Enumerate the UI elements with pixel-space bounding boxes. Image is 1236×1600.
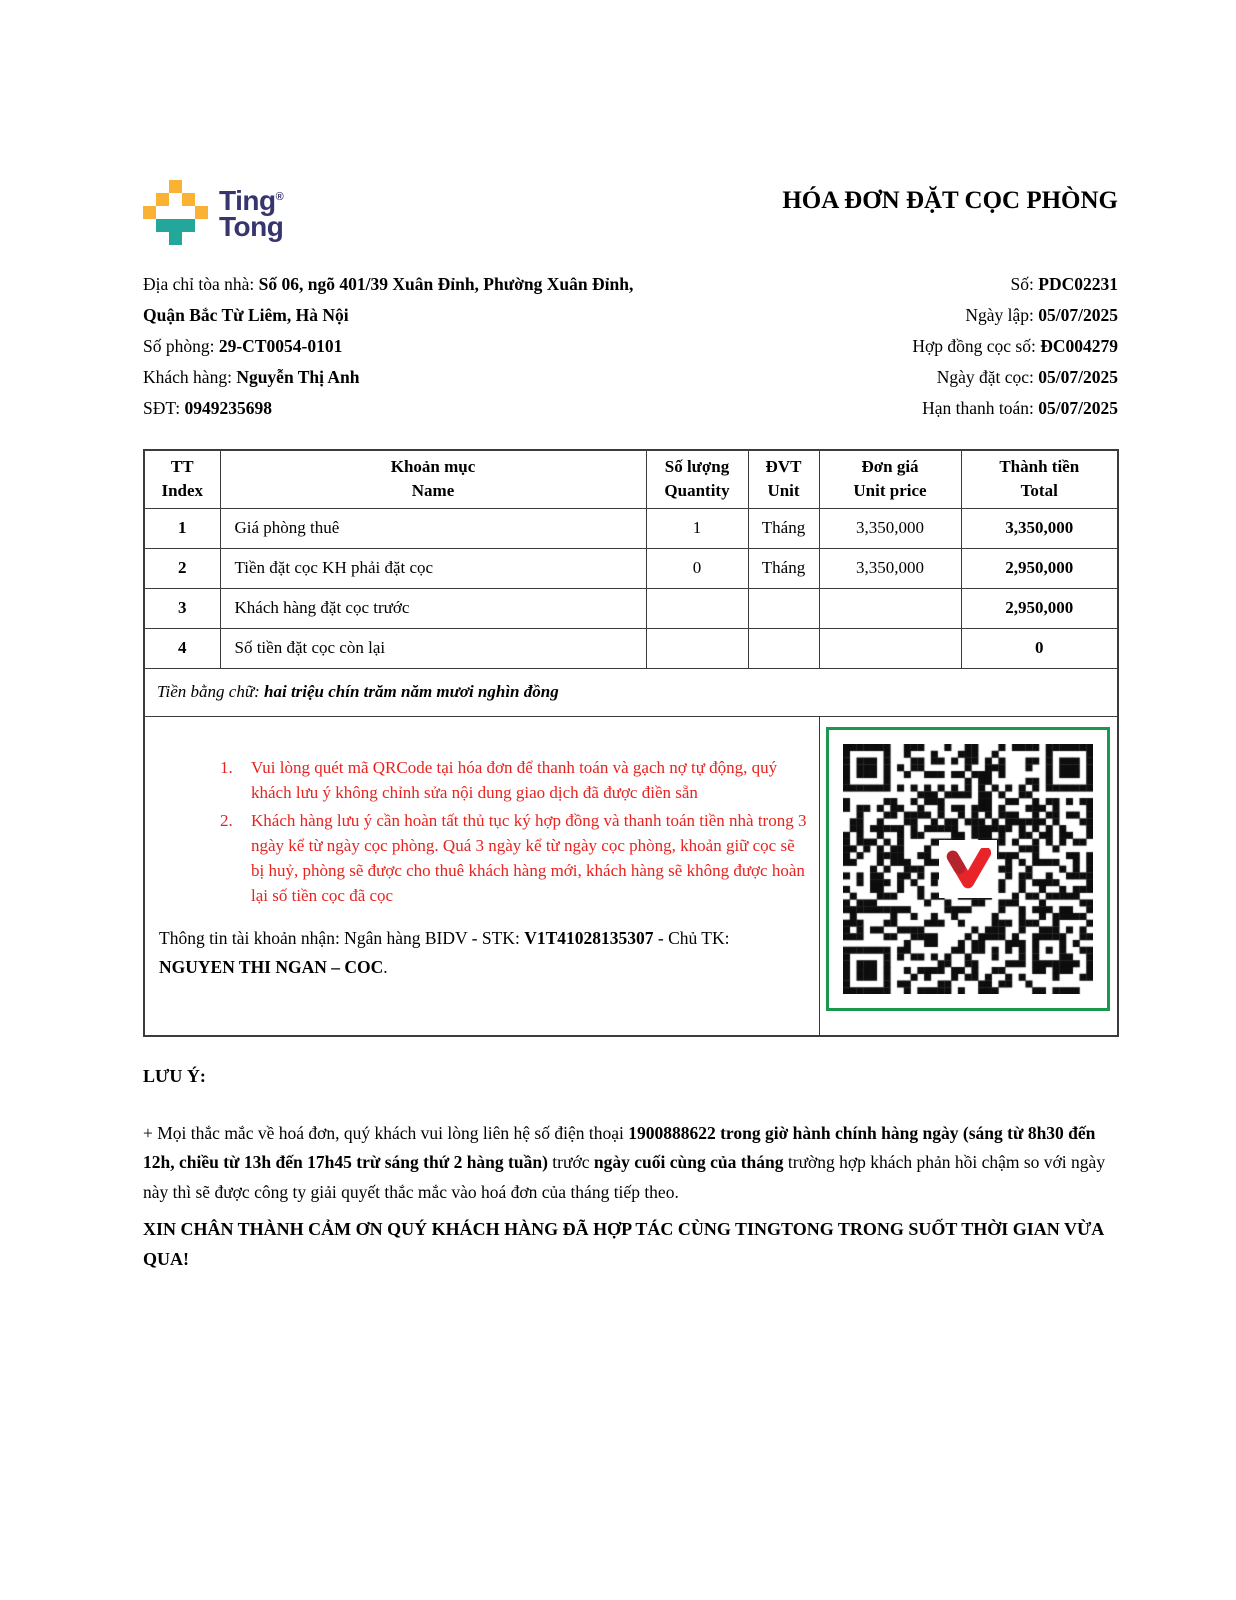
amount-in-words-label: Tiền bằng chữ: (157, 682, 265, 701)
cell-unit-price (819, 628, 961, 668)
building-address-line1 (143, 269, 743, 300)
invoice-items-table (143, 449, 1119, 1037)
room-label: Số phòng: (143, 336, 219, 356)
cell-unit-price: 3,350,000 (819, 508, 961, 548)
deposit-date-line: Ngày đặt cọc: 05/07/2025 (936, 367, 1118, 387)
customer-value: Nguyễn Thị Anh (236, 367, 360, 387)
amount-in-words-row (144, 668, 1118, 716)
room-value: 29-CT0054-0101 (218, 336, 343, 356)
cell-quantity (646, 588, 748, 628)
warning-item: 2. Khách hàng lưu ý cần hoàn tất thủ tục ký hợp đồng và thanh toán tiền nhà trong 3 ngày kể từ ngày cọc phòng. Quá 3 ngày kể từ ngày cọc phòng, khoản giữ cọc sẽ bị huỷ, phòng sẽ được cho thuê khách hàng mới, khách hàng sẽ không được hoàn lại số tiền cọc đã cọc (237, 808, 809, 908)
cell-unit-price (819, 588, 961, 628)
vietqr-v-logo-icon (939, 840, 997, 898)
cell-name: Khách hàng đặt cọc trước (220, 588, 646, 628)
room-number-line (143, 331, 743, 362)
hotline-number: 1900888622 trong giờ hành chính hàng ngày (sáng từ 8h30 đến 12h, chiều từ 13h đến 17h45 trừ sáng thứ 2 hàng tuần) (143, 1122, 1096, 1172)
cell-index: 1 (144, 508, 220, 548)
phone-label: SĐT: (143, 398, 185, 418)
cell-total: 2,950,000 (961, 588, 1118, 628)
logo-word-ting: Ting (219, 185, 276, 216)
customer-label: Khách hàng: (143, 367, 237, 387)
building-address-line2: Quận Bắc Từ Liêm, Hà Nội (143, 305, 349, 325)
contact-notice-paragraph: + Mọi thắc mắc về hoá đơn, quý khách vui lòng liên hệ số điện thoại 1900888622 trong giờ hành chính hàng ngày (sáng từ 8h30 đến 12h, chiều từ 13h đến 17h45 trừ sáng thứ 2 hàng tuần) trước ngày cuối cùng của tháng trường hợp khách phản hồi chậm so với ngày này thì sẽ được công ty giải quyết thắc mắc vào hoá đơn của tháng tiếp theo. (143, 1122, 1106, 1202)
invoice-number-line: Số: PDC02231 (1010, 274, 1118, 294)
tingtong-logo (143, 180, 283, 246)
phone-value: 0949235698 (184, 398, 272, 418)
phone-line (143, 393, 743, 424)
due-date-line: Hạn thanh toán: 05/07/2025 (922, 398, 1118, 418)
contract-number-line: Hợp đồng cọc số: ĐC004279 (912, 336, 1118, 356)
deposit-date-value: 05/07/2025 (1038, 367, 1118, 387)
bank-account-holder: NGUYEN THI NGAN – COC (159, 956, 384, 977)
notice-heading: LƯU Ý: (143, 1066, 206, 1086)
issue-date-value: 05/07/2025 (1038, 305, 1118, 325)
cell-index: 4 (144, 628, 220, 668)
address-value: Số 06, ngõ 401/39 Xuân Đỉnh, Phường Xuân Đỉnh, (258, 274, 634, 294)
cell-quantity (646, 628, 748, 668)
thank-you-message: XIN CHÂN THÀNH CẢM ƠN QUÝ KHÁCH HÀNG ĐÃ HỢP TÁC CÙNG TINGTONG TRONG SUỐT THỜI GIAN VỪA QUA! (143, 1219, 1104, 1269)
bank-account-number: V1T41028135307 (524, 927, 654, 948)
cell-quantity: 0 (646, 548, 748, 588)
cell-total: 3,350,000 (961, 508, 1118, 548)
col-header-unit: ĐVT Unit (748, 450, 819, 508)
tingtong-pixel-arrow-icon (143, 180, 209, 246)
cell-total: 0 (961, 628, 1118, 668)
col-header-quantity: Số lượng Quantity (646, 450, 748, 508)
address-label: Địa chỉ tòa nhà: (143, 274, 259, 294)
cell-quantity: 1 (646, 508, 748, 548)
customer-line (143, 362, 743, 393)
table-row (144, 548, 1118, 588)
invoice-number-value: PDC02231 (1038, 274, 1118, 294)
vietqr-code (826, 727, 1110, 1011)
cell-name: Số tiền đặt cọc còn lại (220, 628, 646, 668)
cell-unit (748, 588, 819, 628)
notes-and-qr-row (144, 716, 1118, 1036)
col-header-total: Thành tiền Total (961, 450, 1118, 508)
cell-unit: Tháng (748, 548, 819, 588)
due-date-value: 05/07/2025 (1038, 398, 1118, 418)
cell-name: Giá phòng thuê (220, 508, 646, 548)
cell-name: Tiền đặt cọc KH phải đặt cọc (220, 548, 646, 588)
cell-index: 2 (144, 548, 220, 588)
invoice-meta-block (698, 269, 1118, 424)
cell-total: 2,950,000 (961, 548, 1118, 588)
table-row (144, 628, 1118, 668)
contract-number-value: ĐC004279 (1040, 336, 1118, 356)
cell-unit (748, 628, 819, 668)
payment-notes-cell (144, 716, 819, 1036)
warning-item: 1. Vui lòng quét mã QRCode tại hóa đơn để thanh toán và gạch nợ tự động, quý khách lưu ý không chỉnh sửa nội dung giao dịch đã được điền sẵn (237, 755, 809, 805)
building-info-block (143, 269, 743, 424)
amount-in-words-value: hai triệu chín trăm năm mươi nghìn đồng (264, 682, 559, 701)
cell-unit: Tháng (748, 508, 819, 548)
qr-code-cell (819, 716, 1118, 1036)
col-header-unit-price: Đơn giá Unit price (819, 450, 961, 508)
col-header-index: TT Index (144, 450, 220, 508)
table-row (144, 588, 1118, 628)
cell-unit-price: 3,350,000 (819, 548, 961, 588)
bank-account-info: Thông tin tài khoản nhận: Ngân hàng BIDV - STK: V1T41028135307 - Chủ TK: NGUYEN THI NGAN – COC. (159, 927, 730, 977)
registered-mark: ® (275, 191, 284, 203)
logo-word-tong: Tong (219, 211, 284, 242)
table-row (144, 508, 1118, 548)
payment-warning-list (149, 755, 809, 908)
tingtong-wordmark (219, 184, 283, 240)
issue-date-line: Ngày lập: 05/07/2025 (965, 305, 1118, 325)
cell-index: 3 (144, 588, 220, 628)
col-header-name: Khoản mục Name (220, 450, 646, 508)
page-title: HÓA ĐƠN ĐẶT CỌC PHÒNG (782, 187, 1118, 214)
table-header-row (144, 450, 1118, 508)
